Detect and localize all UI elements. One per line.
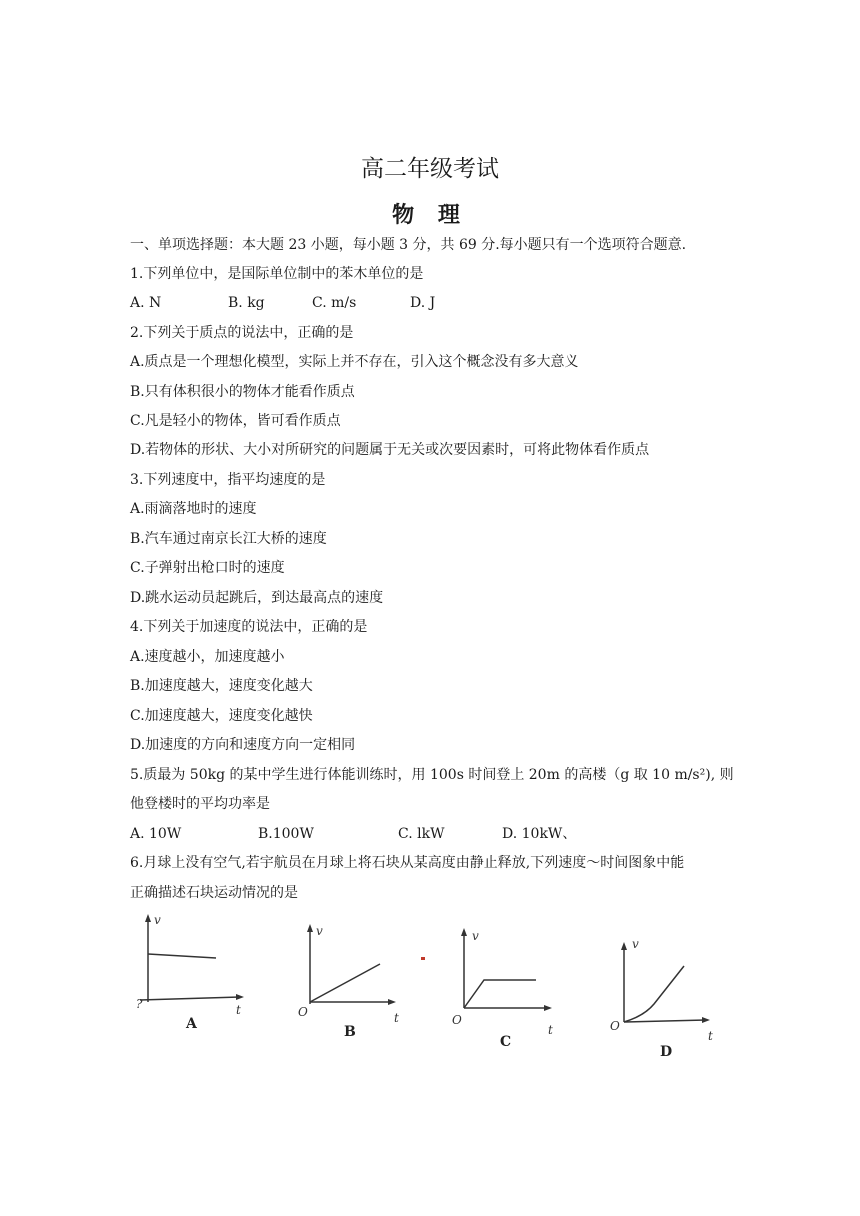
q2-option-c: C.凡是轻小的物体，皆可看作质点 — [130, 413, 341, 429]
q1-option-a: A. N — [130, 295, 162, 311]
q2-option-d: D.若物体的形状、大小对所研究的问题属于无关或次要因素时，可将此物体看作质点 — [130, 442, 650, 458]
exam-title: 高二年级考试 — [361, 156, 499, 182]
question-3-stem: 3.下列速度中，指平均速度的是 — [130, 472, 326, 488]
q3-option-b: B.汽车通过南京长江大桥的速度 — [130, 531, 327, 547]
question-5-stem-line1: 5.质最为 50kg 的某中学生进行体能训练时，用 100s 时间登上 20m 的高楼（g 取 10 m/s²), 则 — [130, 767, 734, 783]
q4-option-c: C.加速度越大，速度变化越快 — [130, 708, 313, 724]
graph-d-v-label: v — [632, 937, 639, 951]
graph-a-t-label: t — [236, 1003, 241, 1017]
graph-d-origin-label: O — [610, 1019, 620, 1033]
q3-option-d: D.跳水运动员起跳后，到达最高点的速度 — [130, 590, 384, 606]
q5-option-c: C. lkW — [398, 826, 445, 842]
q3-option-c: C.子弹射出枪口时的速度 — [130, 560, 285, 576]
graph-c-origin-label: O — [452, 1013, 462, 1027]
q1-option-d: D. J — [410, 295, 436, 311]
q2-option-a: A.质点是一个理想化模型，实际上并不存在，引入这个概念没有多大意义 — [130, 354, 579, 370]
q1-option-c: C. m/s — [312, 295, 357, 311]
question-4-stem: 4.下列关于加速度的说法中，正确的是 — [130, 619, 368, 635]
q4-option-d: D.加速度的方向和速度方向一定相同 — [130, 737, 356, 753]
question-5-stem-line2: 他登楼时的平均功率是 — [130, 796, 270, 812]
subject-title: 物 理 — [392, 202, 468, 228]
vt-graph-b — [290, 918, 420, 1043]
graph-a-choice-label: A — [186, 1016, 197, 1032]
graph-a-v-label: v — [154, 913, 161, 927]
graph-b-origin-label: O — [298, 1005, 308, 1019]
section-instruction: 一、单项选择题：本大题 23 小题，每小题 3 分，共 69 分.每小题只有一个选项符合题意. — [130, 237, 687, 253]
graph-d-t-label: t — [708, 1029, 713, 1043]
q5-option-b: B.100W — [258, 826, 314, 842]
question-6-stem-line1: 6.月球上没有空气,若宇航员在月球上将石块从某高度由静止释放,下列速度～时间图象中能 — [130, 855, 685, 871]
graph-b-curve — [310, 964, 380, 1002]
graph-c-curve — [464, 980, 536, 1008]
question-1-stem: 1.下列单位中，是国际单位制中的苯木单位的是 — [130, 266, 424, 282]
question-2-stem: 2.下列关于质点的说法中，正确的是 — [130, 325, 354, 341]
graph-a-curve — [148, 954, 216, 958]
graph-c-v-label: v — [472, 929, 479, 943]
q5-option-d: D. 10kW、 — [502, 826, 577, 842]
vt-graph-d — [598, 934, 728, 1064]
q4-option-a: A.速度越小，加速度越小 — [130, 649, 285, 665]
question-6-stem-line2: 正确描述石块运动情况的是 — [130, 885, 298, 901]
q2-option-b: B.只有体积很小的物体才能看作质点 — [130, 384, 355, 400]
question-1-options — [130, 294, 730, 312]
q3-option-a: A.雨滴落地时的速度 — [130, 501, 257, 517]
question-5-options — [130, 825, 730, 843]
graph-b-choice-label: B — [344, 1024, 356, 1040]
q4-option-b: B.加速度越大，速度变化越大 — [130, 678, 313, 694]
graph-c-choice-label: C — [500, 1034, 512, 1050]
graph-c-t-label: t — [548, 1023, 553, 1037]
red-mark — [421, 957, 425, 960]
graph-b-v-label: v — [316, 924, 323, 938]
vt-graph-a — [130, 912, 260, 1037]
graph-d-curve — [624, 966, 684, 1022]
vt-graph-c — [448, 922, 578, 1052]
graph-d-choice-label: D — [660, 1044, 673, 1060]
graph-b-t-label: t — [394, 1011, 399, 1025]
q5-option-a: A. 10W — [130, 826, 182, 842]
q1-option-b: B. kg — [228, 295, 265, 311]
graph-a-origin-label: ? — [136, 997, 143, 1011]
